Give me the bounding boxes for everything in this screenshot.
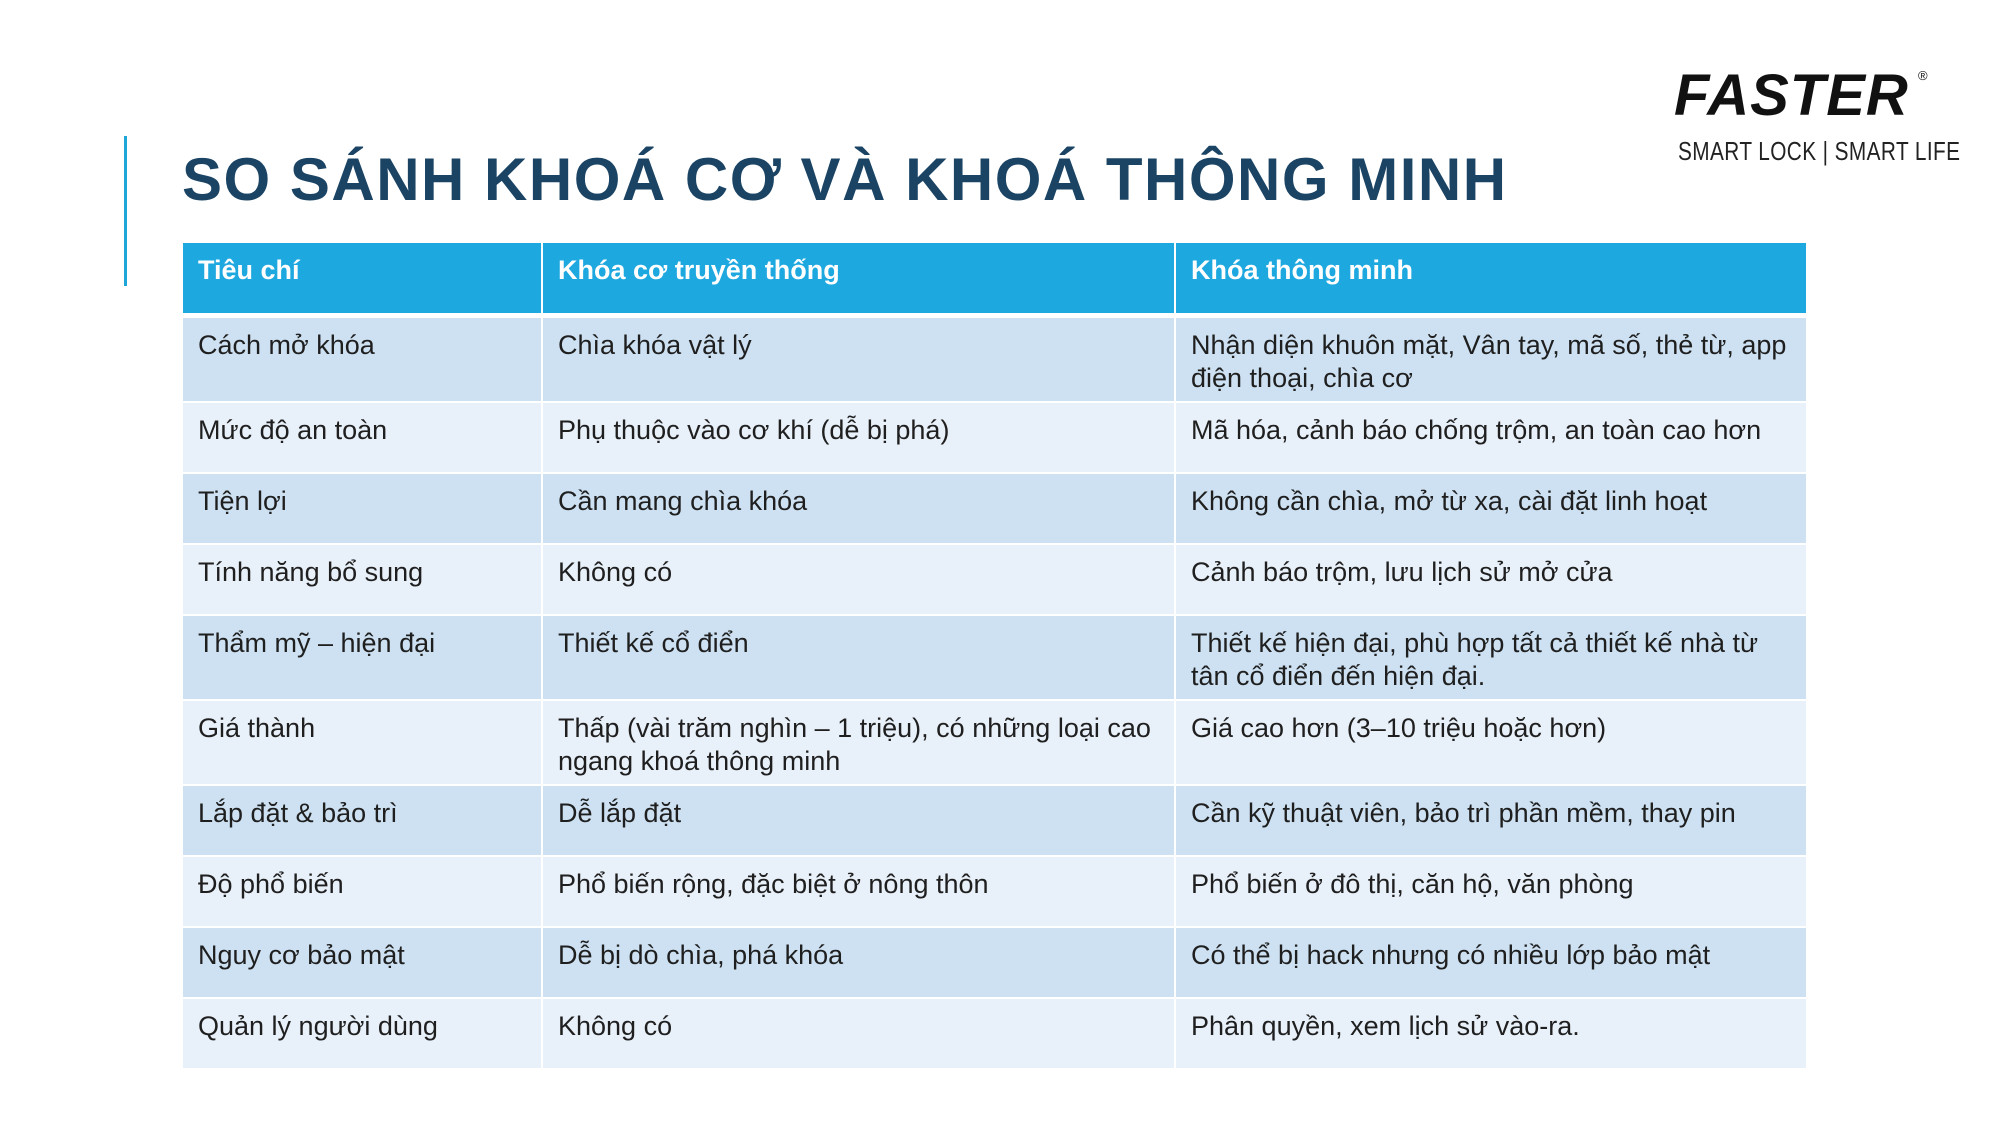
registered-mark: ® xyxy=(1918,68,1928,83)
cell-criteria: Cách mở khóa xyxy=(182,316,542,403)
cell-criteria: Độ phổ biến xyxy=(182,856,542,927)
cell-mechanical-lock: Phụ thuộc vào cơ khí (dễ bị phá) xyxy=(542,402,1175,473)
logo-wordmark: FASTER xyxy=(1674,63,1909,128)
cell-mechanical-lock: Dễ bị dò chìa, phá khóa xyxy=(542,927,1175,998)
cell-criteria: Mức độ an toàn xyxy=(182,402,542,473)
cell-smart-lock: Cần kỹ thuật viên, bảo trì phần mềm, thay pin xyxy=(1175,785,1807,856)
cell-smart-lock: Có thể bị hack nhưng có nhiều lớp bảo mật xyxy=(1175,927,1807,998)
cell-mechanical-lock: Không có xyxy=(542,544,1175,615)
cell-mechanical-lock: Thấp (vài trăm nghìn – 1 triệu), có những loại cao ngang khoá thông minh xyxy=(542,700,1175,785)
cell-smart-lock: Cảnh báo trộm, lưu lịch sử mở cửa xyxy=(1175,544,1807,615)
cell-smart-lock: Phổ biến ở đô thị, căn hộ, văn phòng xyxy=(1175,856,1807,927)
cell-criteria: Giá thành xyxy=(182,700,542,785)
page-title: SO SÁNH KHOÁ CƠ VÀ KHOÁ THÔNG MINH xyxy=(182,146,1508,213)
cell-smart-lock: Thiết kế hiện đại, phù hợp tất cả thiết kế nhà từ tân cổ điển đến hiện đại. xyxy=(1175,615,1807,700)
title-accent-bar xyxy=(124,136,127,286)
cell-criteria: Quản lý người dùng xyxy=(182,998,542,1069)
header-criteria: Tiêu chí xyxy=(182,242,542,316)
table-row xyxy=(182,544,1807,615)
table-header-row xyxy=(182,242,1807,316)
cell-criteria: Lắp đặt & bảo trì xyxy=(182,785,542,856)
cell-mechanical-lock: Phổ biến rộng, đặc biệt ở nông thôn xyxy=(542,856,1175,927)
table-row xyxy=(182,927,1807,998)
cell-smart-lock: Giá cao hơn (3–10 triệu hoặc hơn) xyxy=(1175,700,1807,785)
cell-criteria: Nguy cơ bảo mật xyxy=(182,927,542,998)
table-row xyxy=(182,998,1807,1069)
table-row xyxy=(182,316,1807,403)
table-row xyxy=(182,856,1807,927)
cell-smart-lock: Mã hóa, cảnh báo chống trộm, an toàn cao hơn xyxy=(1175,402,1807,473)
cell-criteria: Tính năng bổ sung xyxy=(182,544,542,615)
cell-smart-lock: Phân quyền, xem lịch sử vào-ra. xyxy=(1175,998,1807,1069)
table-row xyxy=(182,700,1807,785)
logo-tagline: SMART LOCK | SMART LIFE xyxy=(1678,136,1961,166)
table-row xyxy=(182,785,1807,856)
header-smart-lock: Khóa thông minh xyxy=(1175,242,1807,316)
table-row xyxy=(182,615,1807,700)
table-row xyxy=(182,473,1807,544)
cell-mechanical-lock: Chìa khóa vật lý xyxy=(542,316,1175,403)
brand-logo xyxy=(1668,63,1961,180)
cell-criteria: Thẩm mỹ – hiện đại xyxy=(182,615,542,700)
cell-mechanical-lock: Cần mang chìa khóa xyxy=(542,473,1175,544)
cell-criteria: Tiện lợi xyxy=(182,473,542,544)
cell-mechanical-lock: Dễ lắp đặt xyxy=(542,785,1175,856)
comparison-table xyxy=(181,241,1808,1070)
cell-smart-lock: Nhận diện khuôn mặt, Vân tay, mã số, thẻ từ, app điện thoại, chìa cơ xyxy=(1175,316,1807,403)
cell-smart-lock: Không cần chìa, mở từ xa, cài đặt linh hoạt xyxy=(1175,473,1807,544)
cell-mechanical-lock: Không có xyxy=(542,998,1175,1069)
cell-mechanical-lock: Thiết kế cổ điển xyxy=(542,615,1175,700)
header-mechanical-lock: Khóa cơ truyền thống xyxy=(542,242,1175,316)
table-row xyxy=(182,402,1807,473)
